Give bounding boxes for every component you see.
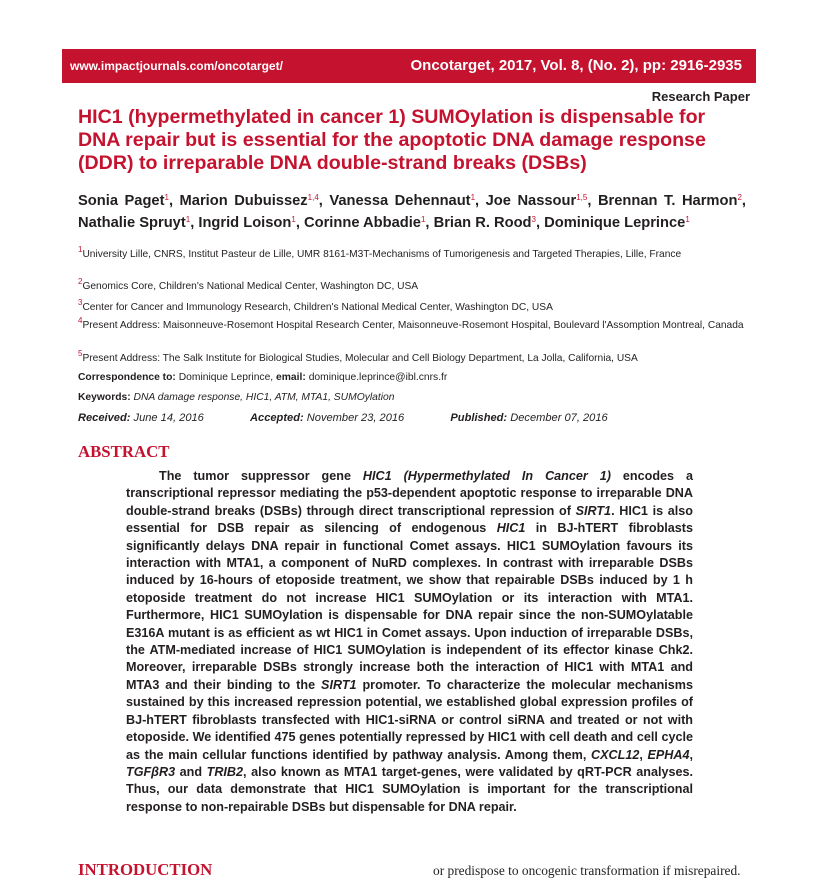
journal-citation: Oncotarget, 2017, Vol. 8, (No. 2), pp: 2916-2935: [410, 57, 742, 74]
keywords: [78, 392, 394, 403]
abstract-text-run: ,: [639, 747, 648, 762]
abstract-text-run: The tumor suppressor gene: [159, 469, 363, 483]
abstract-text-run: in BJ-hTERT fibroblasts significantly delays DNA repair in functional Comet assays. HIC1 SUMOylation favours its interaction with MTA1, a component of NuRD complexes. In contrast with irreparable DSBs induced by 16-hours of etoposide treatment, we show that repairable DSBs induced by 1 h etoposide treatment do not increase HIC1 SUMOylation or its interaction with MTA1. Furthermore, HIC1 SUMOylation is dispensable for DNA repair since the non-SUMOylatable E316A mutant is as efficient as wt HIC1 in Comet assays. Upon induction of irreparable DSBs, the ATM-mediated increase of HIC1 SUMOylation is independent of its effector kinase Chk2. Moreover, irreparable DSBs strongly increase both the interaction of HIC1 with MTA1 and MTA3 and their binding to the: [126, 521, 693, 692]
affiliation-number: 5: [78, 349, 83, 358]
affiliation-text: Present Address: Maisonneuve-Rosemont Hospital Research Center, Maisonneuve-Rosemont Hospital, Boulevard l'Assomption Montreal, Canada: [82, 320, 744, 331]
author-name: Joe Nassour: [485, 193, 577, 209]
affiliation-text: Center for Cancer and Immunology Research, Children's National Medical Center, Washington DC, USA: [82, 302, 553, 313]
keywords-text: DNA damage response, HIC1, ATM, MTA1, SUMOylation: [133, 392, 395, 403]
affiliation-number: 1: [78, 245, 83, 254]
author-affiliation-ref: 1: [685, 215, 690, 224]
correspondence: [78, 372, 447, 383]
author-name: Dominique Leprince: [544, 215, 686, 231]
author-affiliation-ref: 1: [470, 193, 476, 202]
published-date: December 07, 2016: [510, 412, 608, 424]
author-list: Sonia Paget$^1$, Marion Dubuissez$^{1,4}$, Vanessa Dehennaut$^1$, Joe Nassour$^{1,5}$, Brennan T. Harmon$^2$, Nathalie Spruyt$^1$, Ingrid Loison$^1$, Corinne Abbadie$^1$, Brian R. Rood$^3$, Dominique Leprince$^1$: [78, 193, 746, 231]
abstract-gene-name: CXCL12: [591, 747, 640, 762]
journal-banner: [62, 49, 756, 83]
abstract-text-run: . HIC1 is also essential for DSB repair as silencing of endogenous: [126, 503, 693, 536]
abstract-gene-name: SIRT1: [575, 503, 612, 518]
author-name: Nathalie Spruyt: [78, 215, 186, 231]
abstract-gene-name: HIC1: [496, 521, 526, 536]
author-affiliation-ref: 1: [164, 193, 169, 202]
correspondence-label: Correspondence to:: [78, 372, 176, 383]
author-affiliation-ref: 1: [420, 215, 426, 224]
author-name: Brennan T. Harmon: [597, 193, 738, 209]
affiliation-1: [78, 245, 746, 261]
introduction-text: or predispose to oncogenic transformation if misrepaired.: [433, 863, 741, 878]
abstract-gene-name: SIRT1: [321, 677, 357, 692]
author-name: Sonia Paget: [78, 193, 165, 209]
abstract-text-run: encodes a transcriptional repressor mediating the p53-dependent apoptotic response to irreparable DNA double-strand breaks (DSBs) through direct transcriptional repression of: [126, 469, 693, 518]
correspondence-email[interactable]: dominique.leprince@ibl.cnrs.fr: [308, 372, 448, 383]
received-label: Received:: [78, 412, 131, 424]
affiliation-number: 2: [78, 277, 83, 286]
author-affiliation-ref: 2: [737, 193, 742, 202]
keywords-label: Keywords:: [78, 392, 131, 403]
affiliation-5: [78, 349, 746, 365]
author-affiliation-ref: 1,4: [307, 193, 319, 202]
abstract-gene-name: EPHA4: [647, 747, 690, 762]
abstract-text-run: ,: [689, 747, 693, 762]
author-affiliation-ref: 1,5: [576, 193, 588, 202]
abstract-heading: ABSTRACT: [78, 442, 170, 461]
affiliation-text: University Lille, CNRS, Institut Pasteur de Lille, UMR 8161-M3T-Mechanisms of Tumorigenesis and Targeted Therapies, Lille, France: [82, 249, 682, 260]
author-affiliation-ref: 1: [291, 215, 296, 224]
author-name: Ingrid Loison: [198, 215, 292, 231]
accepted-date: November 23, 2016: [306, 412, 405, 424]
abstract-body: [126, 468, 693, 816]
affiliation-text: Present Address: The Salk Institute for Biological Studies, Molecular and Cell Biology Department, La Jolla, California, USA: [82, 353, 638, 364]
abstract-text-run: , also known as MTA1 target-genes, were validated by qRT-PCR analyses. Thus, our data demonstrate that HIC1 SUMOylation is important for the transcriptional response to non-repairable DSBs but dispensable for DNA repair.: [126, 764, 694, 814]
abstract-gene-name: TRIB2: [206, 764, 244, 779]
author-name: Corinne Abbadie: [304, 215, 421, 231]
accepted-label: Accepted:: [250, 412, 304, 424]
affiliation-number: 4: [78, 316, 83, 325]
journal-url[interactable]: www.impactjournals.com/oncotarget/: [70, 59, 283, 73]
author-name: Brian R. Rood: [433, 215, 532, 231]
received-date: June 14, 2016: [133, 412, 204, 424]
affiliation-text: Genomics Core, Children's National Medical Center, Washington DC, USA: [82, 281, 419, 292]
abstract-gene-name: HIC1 (Hypermethylated In Cancer 1): [362, 469, 611, 483]
article-title: HIC1 (hypermethylated in cancer 1) SUMOylation is dispensable for DNA repair but is essential for the apoptotic DNA damage response (DDR) to irreparable DNA double-strand breaks (DSBs): [78, 106, 706, 174]
author-name: Marion Dubuissez: [179, 193, 308, 209]
abstract-gene-name: TGFβR3: [126, 764, 176, 779]
affiliation-2: [78, 277, 746, 293]
author-affiliation-ref: 1: [185, 215, 191, 224]
affiliation-4: [78, 316, 746, 332]
affiliation-number: 3: [78, 298, 83, 307]
affiliation-3: [78, 298, 746, 314]
correspondence-name: Dominique Leprince,: [178, 372, 274, 383]
author-affiliation-ref: 3: [531, 215, 536, 224]
introduction-heading: INTRODUCTION: [78, 860, 213, 879]
published-label: Published:: [450, 412, 508, 424]
author-name: Vanessa Dehennaut: [329, 193, 471, 209]
abstract-text-run: promoter. To characterize the molecular mechanisms sustained by this increased repression potential, we established global expression profiles of BJ-hTERT fibroblasts transfected with HIC1-siRNA or control siRNA and treated or not with etoposide. We identified 475 genes potentially repressed by HIC1 with cell death and cell cycle as the main cellular functions identified by pathway analysis. Among them,: [126, 677, 694, 762]
article-type: Research Paper: [651, 89, 750, 104]
article-dates: [78, 412, 608, 424]
abstract-text-run: and: [175, 764, 207, 779]
email-label: email:: [276, 372, 306, 383]
